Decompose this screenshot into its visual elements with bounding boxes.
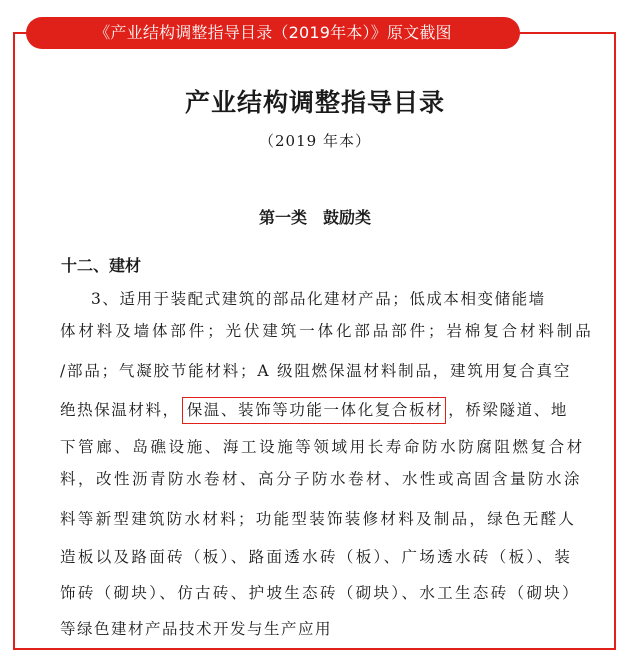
paragraph-line: 下管廊、岛礁设施、海工设施等领域用长寿命防水防腐阻燃复合材 [60,438,585,456]
paragraph-line: 等绿色建材产品技术开发与生产应用 [60,620,333,638]
document-title: 产业结构调整指导目录 [184,88,445,117]
document-subtitle: （2019 年本） [259,132,371,150]
paragraph-line: 料等新型建筑防水材料；功能型装饰装修材料及制品，绿色无醛人 [60,510,577,528]
line-segment: ，桥梁隧道、地 [448,401,568,419]
paragraph-line: 造板以及路面砖（板）、路面透水砖（板）、广场透水砖（板）、装 [60,548,573,566]
category-heading: 第一类 鼓励类 [258,208,371,227]
paragraph-line: 3、适用于装配式建筑的部品化建材产品；低成本相变储能墙 [91,290,546,308]
paragraph-line: 料，改性沥青防水卷材、高分子防水卷材、水性或高固含量防水涂 [60,470,583,488]
paragraph-line-highlight [60,398,568,420]
caption-banner: 《产业结构调整指导目录（2019年本）》原文截图 [26,17,520,49]
paragraph-line: 饰砖（砌块）、仿古砖、护坡生态砖（砌块）、水工生态砖（砌块） [60,584,581,602]
highlighted-phrase: 保温、装饰等功能一体化复合板材 [182,397,447,424]
section-heading: 十二、建材 [61,256,142,275]
paragraph-line: /部品；气凝胶节能材料；A 级阻燃保温材料制品，建筑用复合真空 [60,362,572,380]
line-segment: 绝热保温材料， [60,401,180,419]
paragraph-line: 体材料及墙体部件；光伏建筑一体化部品部件；岩棉复合材料制品 [60,322,594,340]
